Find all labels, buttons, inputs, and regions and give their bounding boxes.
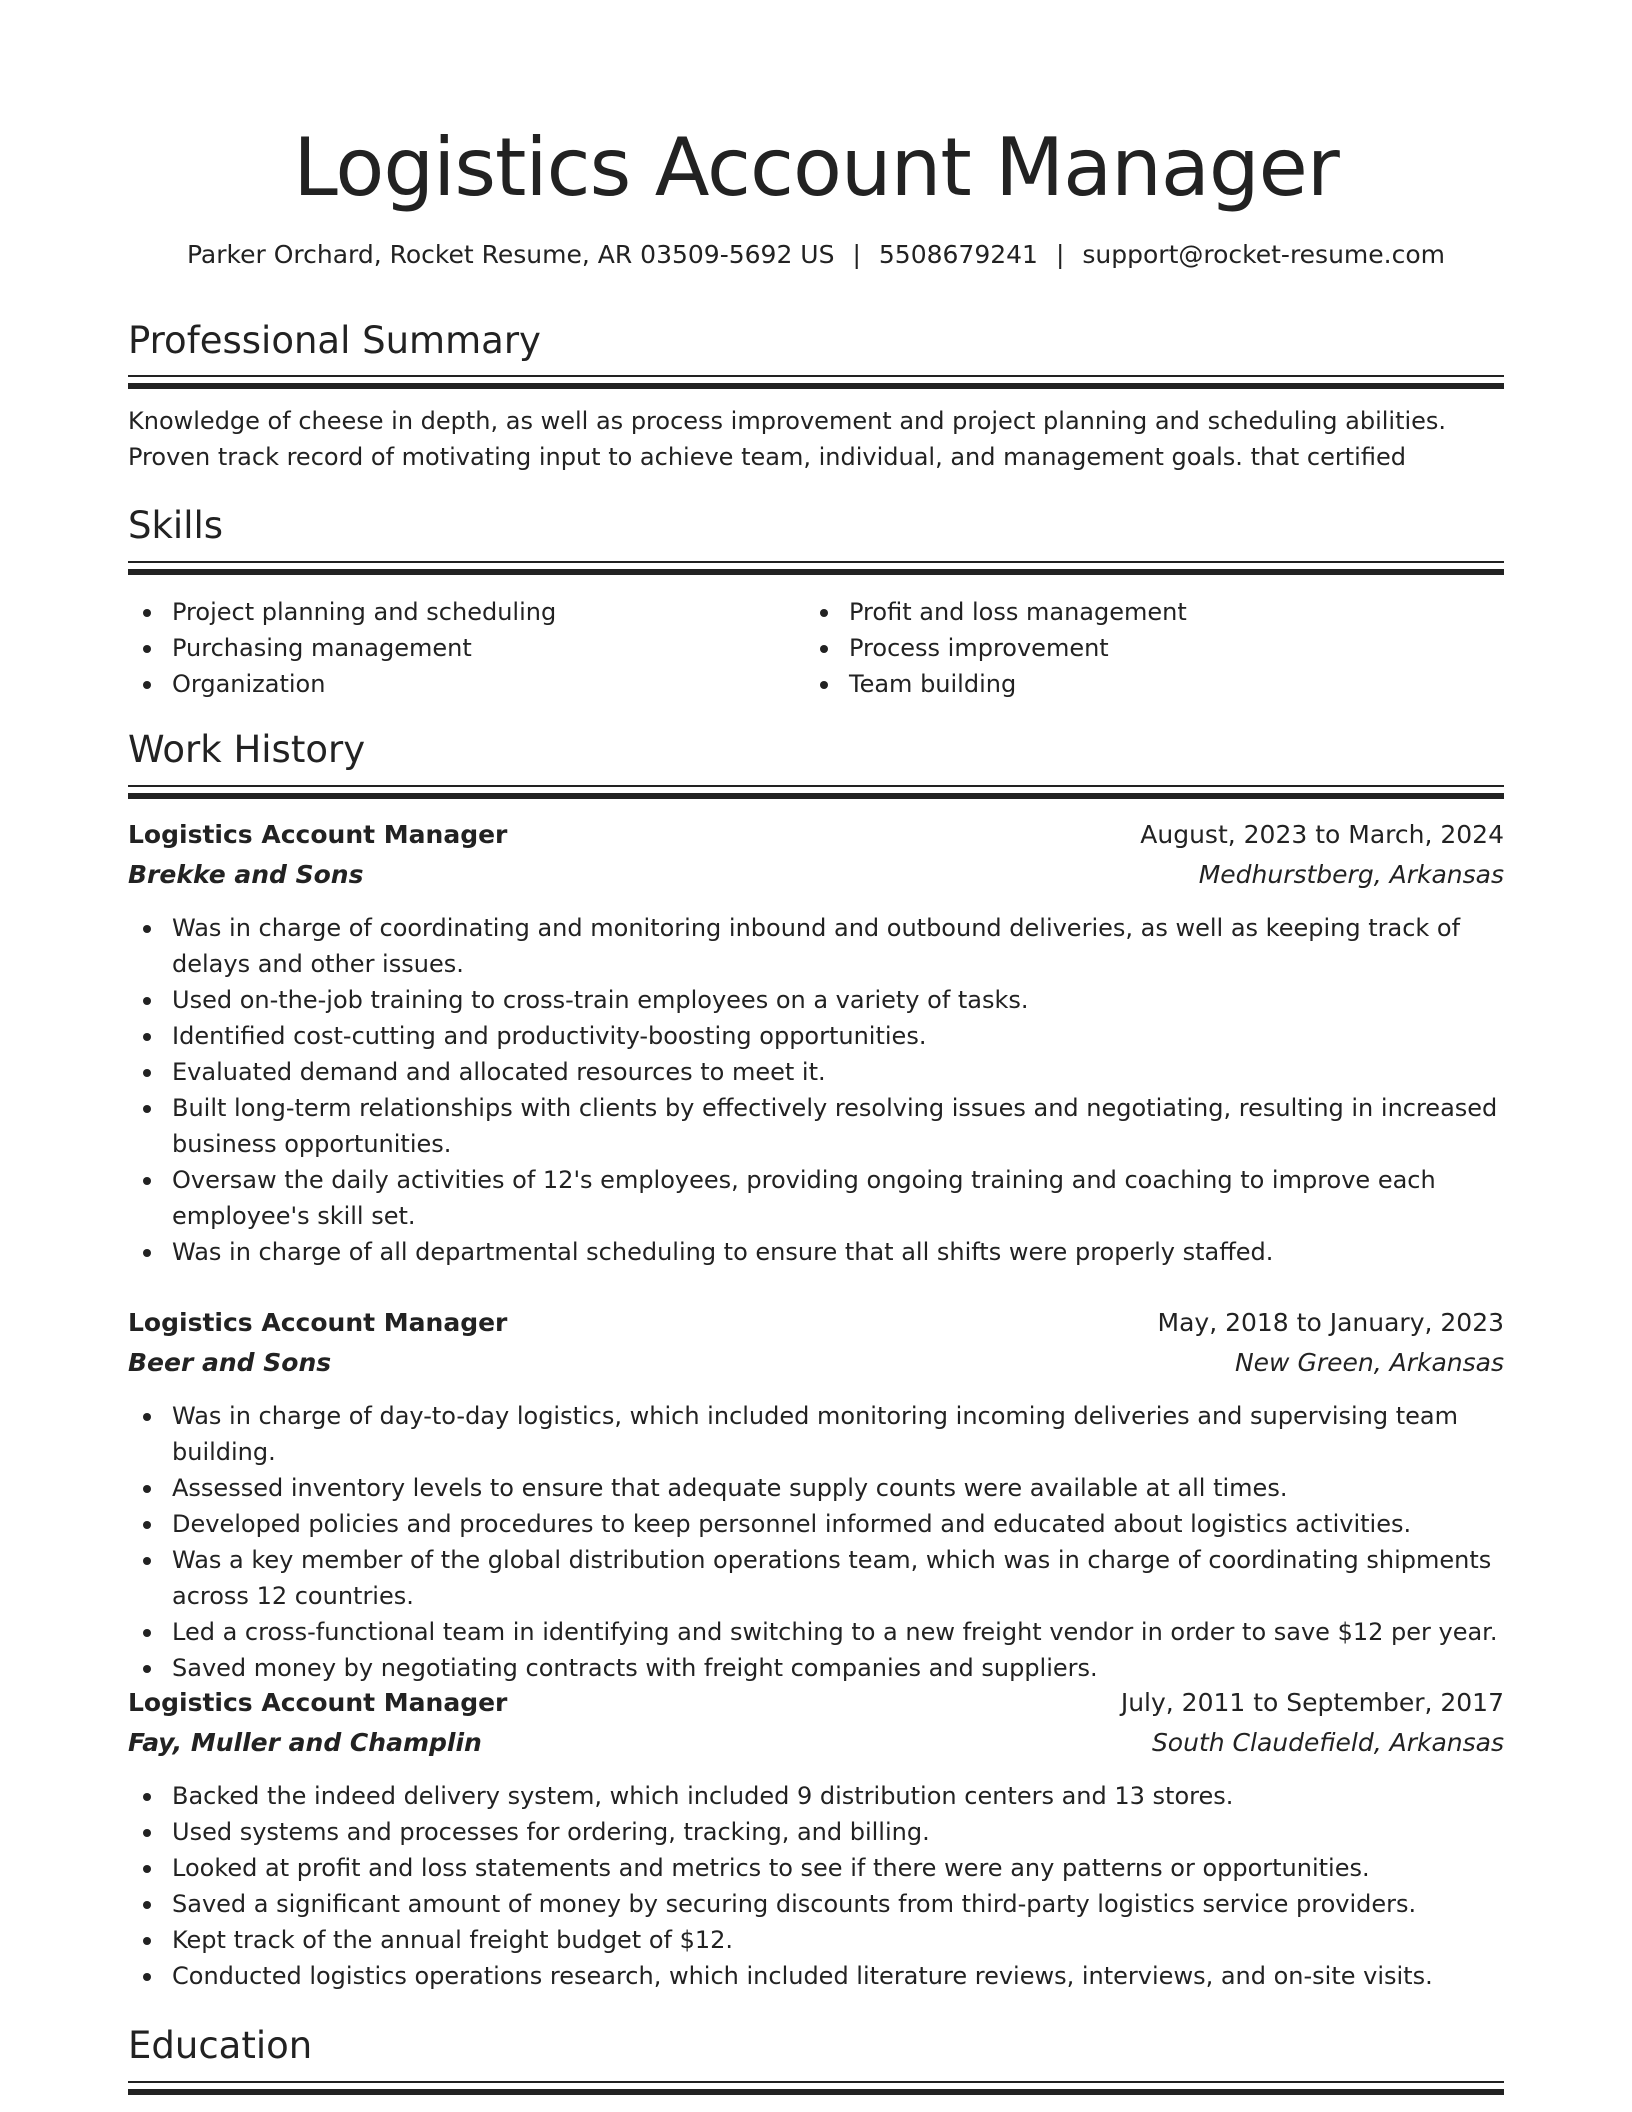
- job-header: [128, 817, 1504, 887]
- list-item: Saved money by negotiating contracts with freight companies and suppliers.: [128, 1650, 1504, 1686]
- list-item: Looked at profit and loss statements and metrics to see if there were any patterns or opportunities.: [128, 1850, 1504, 1886]
- job-title: Logistics Account Manager: [128, 1308, 508, 1337]
- job-title: Logistics Account Manager: [128, 820, 508, 849]
- job-header: [128, 1685, 1504, 1755]
- section-divider: [128, 2081, 1504, 2095]
- job-company: Fay, Muller and Champlin: [128, 1728, 482, 1757]
- job-header: [128, 1305, 1504, 1375]
- list-item: Used on-the-job training to cross-train employees on a variety of tasks.: [128, 982, 1504, 1018]
- section-title-work-history: Work History: [128, 728, 366, 771]
- job-company: Brekke and Sons: [128, 860, 364, 889]
- list-item: Conducted logistics operations research, which included literature reviews, interviews, and on-site visits.: [128, 1958, 1504, 1994]
- list-item: Saved a significant amount of money by securing discounts from third-party logistics service providers.: [128, 1886, 1504, 1922]
- job-dates: August, 2023 to March, 2024: [1140, 820, 1504, 849]
- job-title: Logistics Account Manager: [128, 1688, 508, 1717]
- job-location: Medhurstberg, Arkansas: [1198, 860, 1504, 889]
- contact-address: Parker Orchard, Rocket Resume, AR 03509-5692 US: [186, 240, 835, 269]
- section-title-education: Education: [128, 2024, 313, 2067]
- list-item: Assessed inventory levels to ensure that adequate supply counts were available at all times.: [128, 1470, 1504, 1506]
- list-item: Was in charge of coordinating and monitoring inbound and outbound deliveries, as well as keeping track of delays and other issues.: [128, 910, 1504, 982]
- skill-item: Organization: [128, 666, 788, 702]
- list-item: Evaluated demand and allocated resources to meet it.: [128, 1054, 1504, 1090]
- list-item: Backed the indeed delivery system, which included 9 distribution centers and 13 stores.: [128, 1778, 1504, 1814]
- list-item: Was in charge of day-to-day logistics, which included monitoring incoming deliveries and supervising team building.: [128, 1398, 1504, 1470]
- list-item: Built long-term relationships with clients by effectively resolving issues and negotiating, resulting in increased business opportunities.: [128, 1090, 1504, 1162]
- section-title-skills: Skills: [128, 504, 224, 547]
- job-location: South Claudefield, Arkansas: [1151, 1728, 1504, 1757]
- contact-line: [128, 238, 1504, 272]
- list-item: Kept track of the annual freight budget of $12.: [128, 1922, 1504, 1958]
- summary-text: Knowledge of cheese in depth, as well as process improvement and project planning and scheduling abilities. Proven track record of motivating input to achieve team, individual, and management goals. that certified: [128, 407, 1447, 471]
- section-title-summary: Professional Summary: [128, 319, 541, 362]
- list-item: Led a cross-functional team in identifying and switching to a new freight vendor in order to save $12 per year.: [128, 1614, 1504, 1650]
- contact-separator: |: [1055, 240, 1065, 269]
- job-dates: May, 2018 to January, 2023: [1157, 1308, 1504, 1337]
- skill-item: Project planning and scheduling: [128, 594, 788, 630]
- job-bullets: [128, 910, 1504, 1270]
- list-item: Was in charge of all departmental scheduling to ensure that all shifts were properly staffed.: [128, 1234, 1504, 1270]
- skills-list-right: [805, 594, 1504, 702]
- skill-item: Process improvement: [805, 630, 1504, 666]
- job-location: New Green, Arkansas: [1234, 1348, 1504, 1377]
- section-divider: [128, 375, 1504, 389]
- contact-phone: 5508679241: [878, 240, 1038, 269]
- list-item: Developed policies and procedures to keep personnel informed and educated about logistics activities.: [128, 1506, 1504, 1542]
- list-item: Used systems and processes for ordering, tracking, and billing.: [128, 1814, 1504, 1850]
- section-divider: [128, 785, 1504, 799]
- list-item: Was a key member of the global distribution operations team, which was in charge of coordinating shipments across 12 countries.: [128, 1542, 1504, 1614]
- job-company: Beer and Sons: [128, 1348, 332, 1377]
- resume-title: Logistics Account Manager: [293, 121, 1339, 214]
- section-divider: [128, 561, 1504, 575]
- job-dates: July, 2011 to September, 2017: [1120, 1688, 1504, 1717]
- skill-item: Purchasing management: [128, 630, 788, 666]
- contact-separator: |: [852, 240, 861, 269]
- contact-email: support@rocket-resume.com: [1082, 240, 1446, 269]
- job-bullets: [128, 1778, 1504, 1994]
- job-bullets: [128, 1398, 1504, 1686]
- list-item: Oversaw the daily activities of 12's employees, providing ongoing training and coaching to improve each employee's skill set.: [128, 1162, 1504, 1234]
- skill-item: Team building: [805, 666, 1504, 702]
- list-item: Identified cost-cutting and productivity-boosting opportunities.: [128, 1018, 1504, 1054]
- skill-item: Profit and loss management: [805, 594, 1504, 630]
- skills-list-left: [128, 594, 788, 702]
